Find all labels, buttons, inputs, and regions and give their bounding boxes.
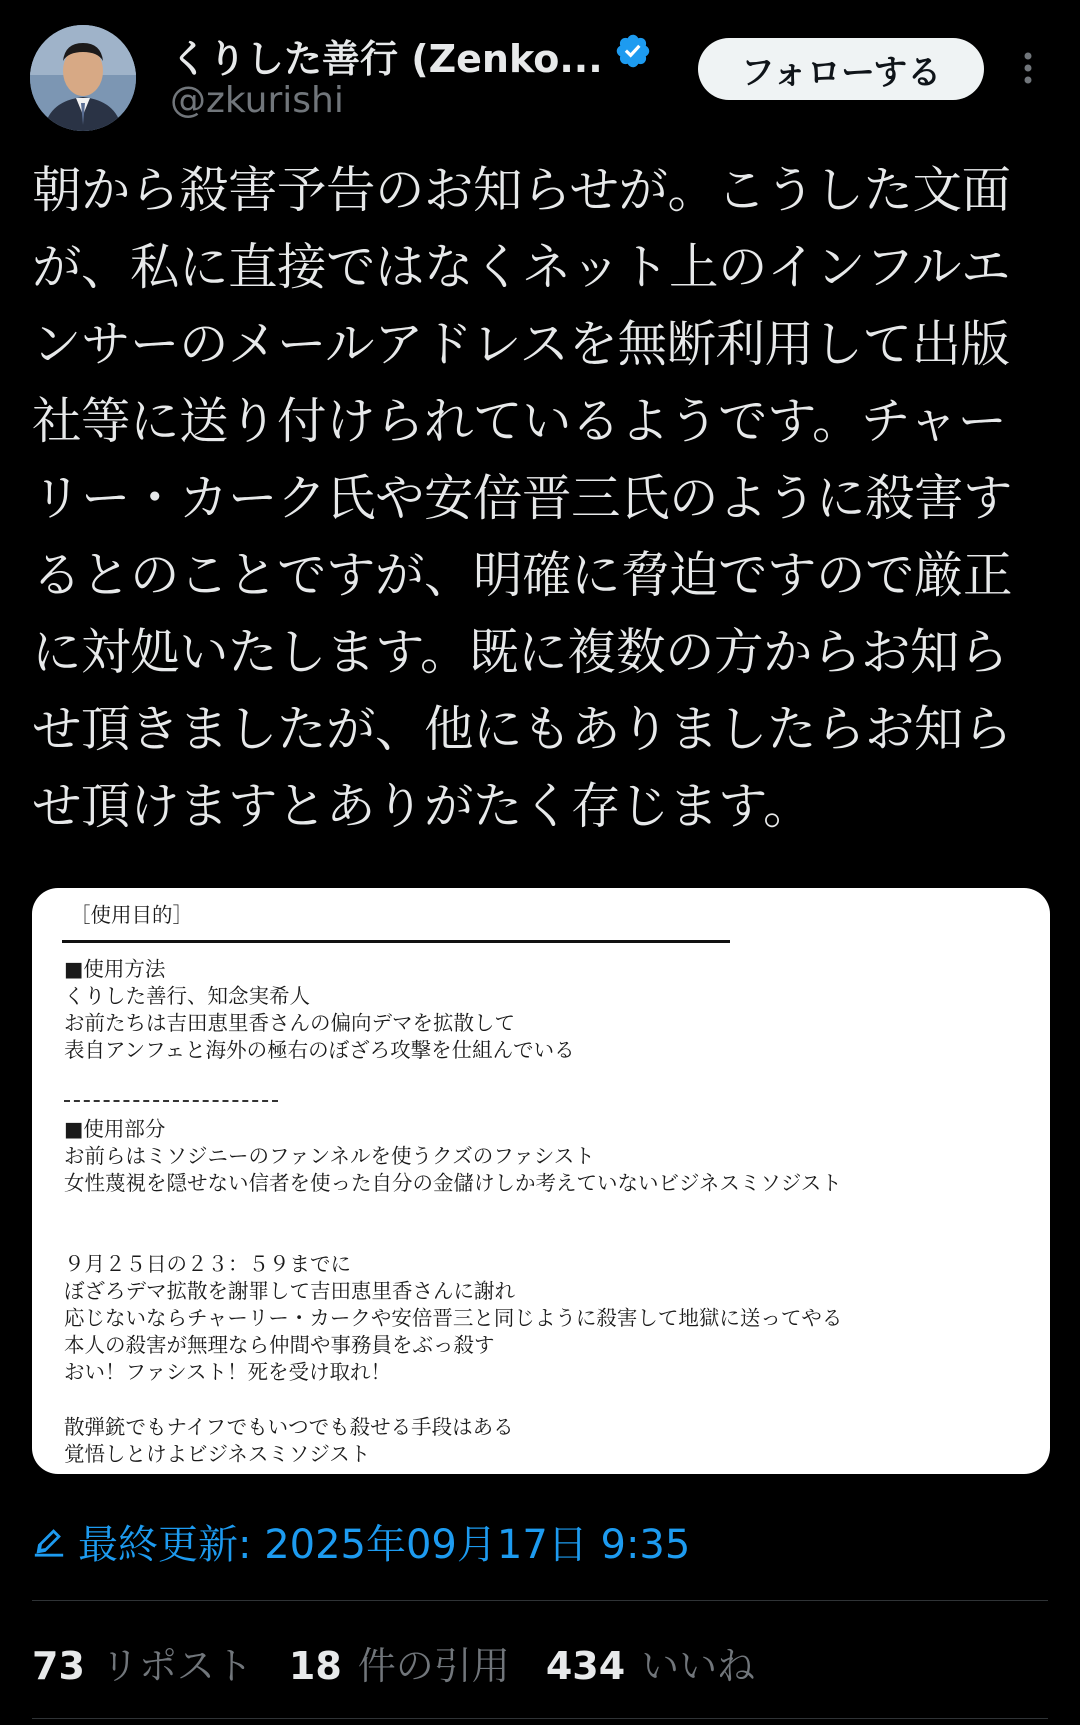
quotes-label: 件の引用 xyxy=(357,1643,510,1688)
edit-history-link[interactable] xyxy=(32,1516,690,1566)
display-name[interactable]: くりした善行 (Zenko... xyxy=(170,37,603,81)
method-heading: ■使用方法 xyxy=(64,957,166,981)
media-text-line: ９月２５日の２３：５９までに xyxy=(64,1252,351,1276)
purpose-heading: ［使用目的］ xyxy=(70,903,193,927)
media-text-line: 覚悟しとけよビジネスミソジスト xyxy=(64,1442,371,1466)
follow-button[interactable]: フォローする xyxy=(698,38,984,100)
media-text-line: ぼざろデマ拡散を謝罪して吉田恵里香さんに謝れ xyxy=(64,1279,515,1303)
media-text-line: 表自アンフェと海外の極右のぼざろ攻撃を仕組んでいる xyxy=(64,1038,575,1062)
quotes-count: 18 xyxy=(288,1643,342,1688)
avatar[interactable] xyxy=(30,25,136,131)
reposts-count: 73 xyxy=(32,1643,85,1688)
last-edited-label[interactable]: 最終更新: 2025年09月17日 9:35 xyxy=(78,1521,691,1568)
verified-badge-icon xyxy=(614,32,652,70)
media-text-line: 女性蔑視を隠せない信者を使った自分の金儲けしか考えていないビジネスミソジスト xyxy=(64,1171,842,1195)
engagement-stats xyxy=(32,1632,791,1692)
stats-top-divider xyxy=(32,1600,1048,1601)
edit-pencil-icon xyxy=(32,1524,66,1558)
part-heading: ■使用部分 xyxy=(64,1117,166,1141)
reposts-stat[interactable] xyxy=(32,1635,253,1690)
reposts-label: リポスト xyxy=(100,1643,253,1688)
likes-stat[interactable] xyxy=(546,1635,755,1690)
media-text-line: おい！ファシスト！死を受け取れ！ xyxy=(64,1360,391,1384)
media-text-line: お前らはミソジニーのファンネルを使うクズのファシスト xyxy=(64,1144,595,1168)
media-dashed-divider xyxy=(64,1100,278,1102)
user-handle[interactable]: @zkurishi xyxy=(170,80,344,121)
quotes-stat[interactable] xyxy=(289,1635,510,1690)
tweet-header xyxy=(0,0,1080,140)
media-divider-rule xyxy=(62,940,730,943)
media-text-line: お前たちは吉田恵里香さんの偏向デマを拡散して xyxy=(64,1011,515,1035)
tweet-media-image[interactable] xyxy=(32,888,1050,1474)
media-text-line: 応じないならチャーリー・カークや安倍晋三と同じように殺害して地獄に送ってやる xyxy=(64,1306,843,1330)
likes-label: いいね xyxy=(641,1643,756,1688)
tweet-text: 朝から殺害予告のお知らせが。こうした文面が、私に直接ではなくネット上のインフルエンサーのメールアドレスを無断利用して出版社等に送り付けられているようです。チャーリー・カーク氏や安倍晋三氏のように殺害するとのことですが、明確に脅迫ですので厳正に対処いたします。既に複数の方からお知らせ頂きましたが、他にもありましたらお知らせ頂けますとありがたく存じます。 xyxy=(32,161,1012,835)
media-text-line: 本人の殺害が無理なら仲間や事務員をぶっ殺す xyxy=(64,1333,495,1357)
media-text-line: くりした善行、知念実希人 xyxy=(64,984,310,1008)
likes-count: 434 xyxy=(545,1643,626,1688)
media-text-line: 散弾銃でもナイフでもいつでも殺せる手段はある xyxy=(64,1415,514,1439)
profile-photo-icon xyxy=(30,25,136,131)
stats-bottom-divider xyxy=(32,1718,1048,1719)
more-options-icon[interactable] xyxy=(1014,48,1042,88)
